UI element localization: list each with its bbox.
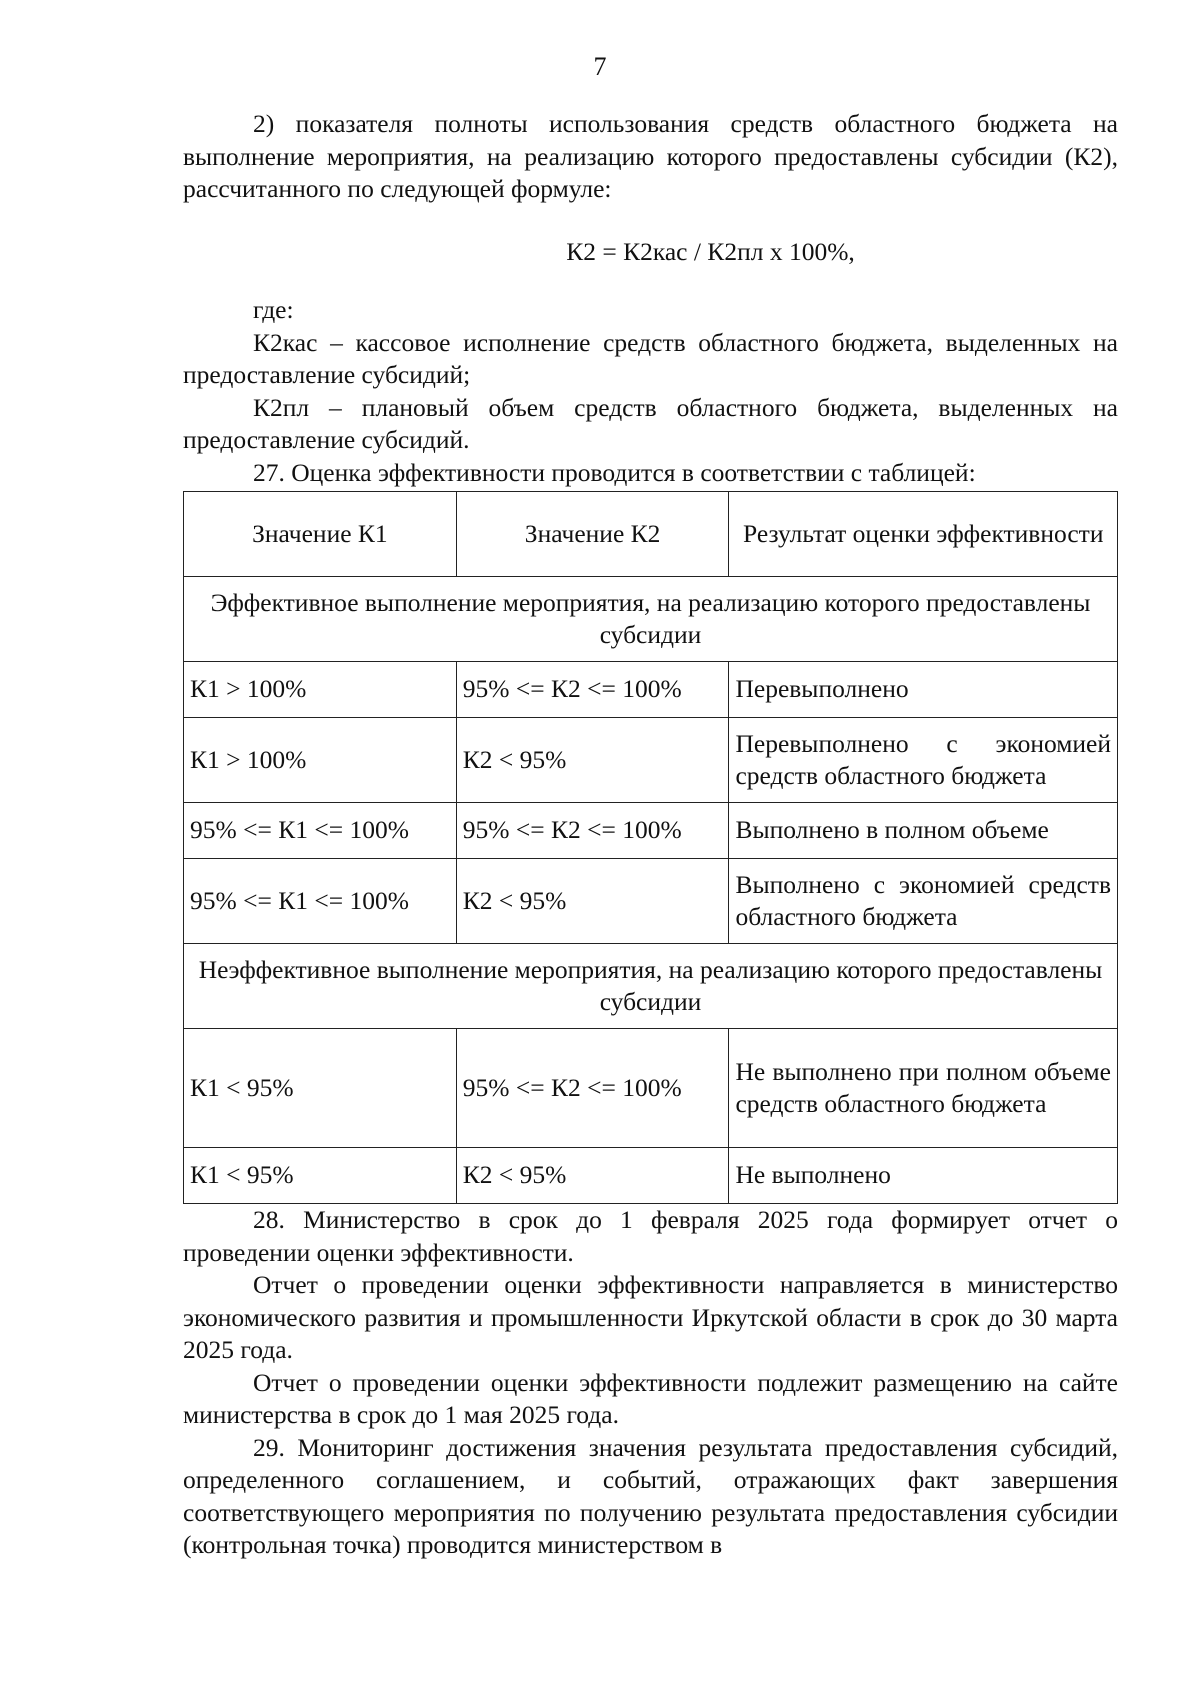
table-header-row [184, 492, 1118, 577]
cell-k1: К1 > 100% [184, 662, 457, 718]
document-body [183, 108, 1118, 1562]
efficiency-table [183, 491, 1118, 1204]
section-ineffective: Неэффективное выполнение мероприятия, на реализацию которого предоставлены субсидии [184, 944, 1118, 1029]
paragraph-28: 28. Министерство в срок до 1 февраля 2025 года формирует отчет о проведении оценки эффективности. [183, 1205, 1118, 1267]
header-k2: Значение К2 [456, 492, 729, 577]
cell-k1: К1 > 100% [184, 718, 457, 803]
cell-k1: 95% <= К1 <= 100% [184, 803, 457, 859]
where-label: где: [253, 295, 294, 324]
definition-k2pl: К2пл – плановый объем средств областного бюджета, выделенных на предоставление субсидий. [183, 392, 1118, 454]
table-row [184, 1029, 1118, 1148]
header-k1: Значение К1 [184, 492, 457, 577]
cell-result: Перевыполнено [729, 662, 1118, 718]
paragraph-27: 27. Оценка эффективности проводится в соответствии с таблицей: [253, 457, 976, 487]
cell-k2: К2 < 95% [456, 859, 729, 944]
cell-k2: К2 < 95% [456, 1148, 729, 1204]
cell-result: Выполнено с экономией средств областного бюджета [729, 859, 1118, 944]
paragraph-28-report-submission: Отчет о проведении оценки эффективности направляется в министерство экономического развития и промышленности Иркутской области в срок до 30 марта 2025 года. [183, 1270, 1118, 1364]
table-row [184, 1148, 1118, 1204]
table-row [184, 803, 1118, 859]
table-row [184, 662, 1118, 718]
table-row [184, 859, 1118, 944]
section-effective: Эффективное выполнение мероприятия, на реализацию которого предоставлены субсидии [184, 577, 1118, 662]
cell-k1: К1 < 95% [184, 1029, 457, 1148]
cell-result: Не выполнено при полном объеме средств областного бюджета [729, 1029, 1118, 1148]
cell-result: Не выполнено [729, 1148, 1118, 1204]
cell-k1: 95% <= К1 <= 100% [184, 859, 457, 944]
table-row [184, 718, 1118, 803]
cell-k2: 95% <= К2 <= 100% [456, 803, 729, 859]
section-row-ineffective [184, 944, 1118, 1029]
cell-k2: 95% <= К2 <= 100% [456, 662, 729, 718]
cell-k2: К2 < 95% [456, 718, 729, 803]
page-number: 7 [593, 52, 607, 81]
cell-k1: К1 < 95% [184, 1148, 457, 1204]
cell-result: Перевыполнено с экономией средств областного бюджета [729, 718, 1118, 803]
cell-k2: 95% <= К2 <= 100% [456, 1029, 729, 1148]
header-result: Результат оценки эффективности [729, 492, 1118, 577]
cell-result: Выполнено в полном объеме [729, 803, 1118, 859]
paragraph-29: 29. Мониторинг достижения значения результата предоставления субсидий, определенного соглашением, и событий, отражающих факт завершения соответствующего мероприятия по получению результата предоставления субсидии (контрольная точка) проводится министерством в [183, 1432, 1118, 1559]
formula-k2: К2 = К2кас / К2пл х 100%, [566, 236, 855, 266]
definition-k2kas: К2кас – кассовое исполнение средств областного бюджета, выделенных на предоставление субсидий; [183, 327, 1118, 389]
section-row-effective [184, 577, 1118, 662]
paragraph-k2-indicator: 2) показателя полноты использования средств областного бюджета на выполнение мероприятия, на реализацию которого предоставлены субсидии (К2), рассчитанного по следующей формуле: [183, 109, 1118, 203]
paragraph-28-report-publication: Отчет о проведении оценки эффективности подлежит размещению на сайте министерства в срок до 1 мая 2025 года. [183, 1367, 1118, 1429]
